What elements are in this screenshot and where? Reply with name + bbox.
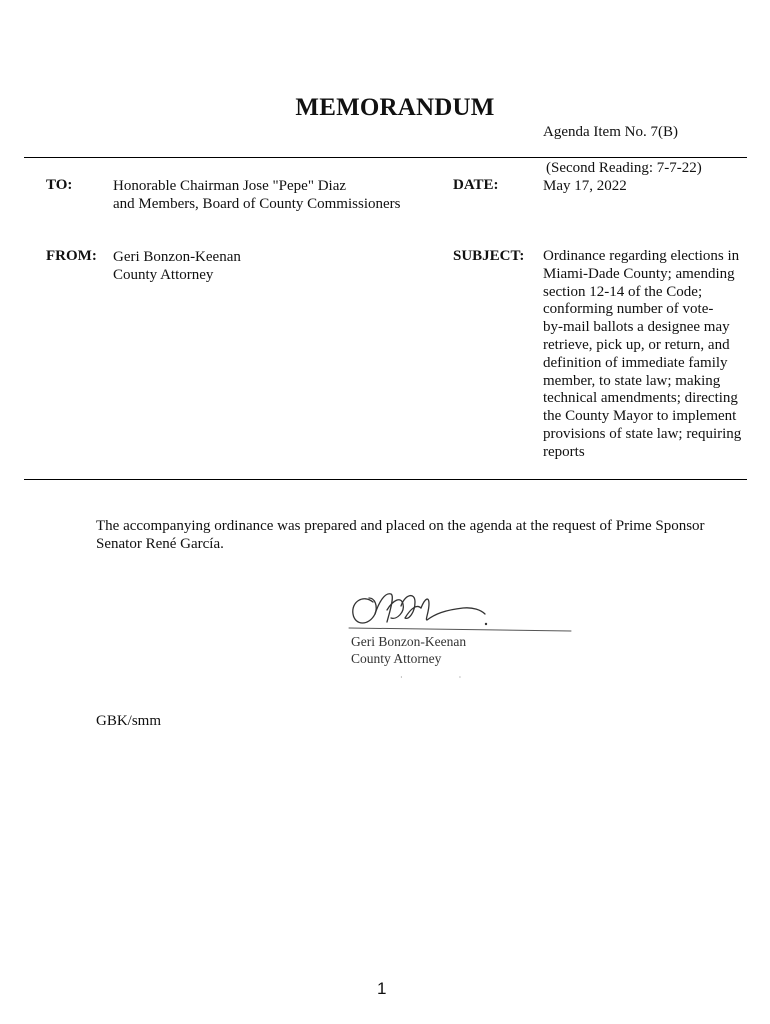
body-line: Senator René García. [96, 536, 224, 552]
signatory-block [351, 633, 466, 667]
body-line: The accompanying ordinance was prepared and placed on the agenda at the request of Prime Sponsor [96, 518, 705, 534]
subject-line: Miami-Dade County; amending [543, 265, 735, 282]
to-line: and Members, Board of County Commissioners [113, 196, 401, 212]
subject-line: by-mail ballots a designee may [543, 319, 730, 336]
second-reading-note: (Second Reading: 7-7-22) [546, 160, 702, 176]
scan-artifact: ·· [400, 673, 518, 682]
agenda-item-number: Agenda Item No. 7(B) [543, 124, 678, 140]
subject-line: section 12-14 of the Code; [543, 283, 703, 300]
from-label: FROM: [46, 248, 97, 264]
subject-line: the County Mayor to implement [543, 408, 737, 425]
author-initials: GBK/smm [96, 713, 162, 729]
subject-line: technical amendments; directing [543, 390, 738, 407]
header-bottom-divider [24, 479, 747, 480]
signatory-title: County Attorney [351, 651, 442, 666]
memo-body [96, 517, 736, 553]
page-number: 1 [377, 979, 387, 998]
signatory-name: Geri Bonzon-Keenan [351, 634, 467, 649]
subject-line: definition of immediate family [543, 354, 728, 371]
subject-line: retrieve, pick up, or return, and [543, 336, 730, 353]
to-line: Honorable Chairman Jose "Pepe" Diaz [113, 178, 347, 194]
subject-line: reports [543, 443, 585, 460]
subject-line: provisions of state law; requiring [543, 425, 742, 442]
subject-line: member, to state law; making [543, 372, 721, 389]
document-title: MEMORANDUM [295, 94, 495, 121]
header-divider [24, 157, 747, 158]
subject-value [543, 248, 748, 462]
subject-label: SUBJECT: [453, 248, 525, 264]
date-value: May 17, 2022 [543, 178, 627, 194]
from-line: County Attorney [113, 267, 214, 283]
to-value [113, 177, 400, 213]
subject-line: Ordinance regarding elections in [543, 248, 740, 264]
from-line: Geri Bonzon-Keenan [113, 249, 241, 265]
subject-line: conforming number of vote- [543, 301, 714, 318]
date-label: DATE: [453, 177, 499, 193]
from-value [113, 248, 241, 284]
to-label: TO: [46, 177, 73, 193]
